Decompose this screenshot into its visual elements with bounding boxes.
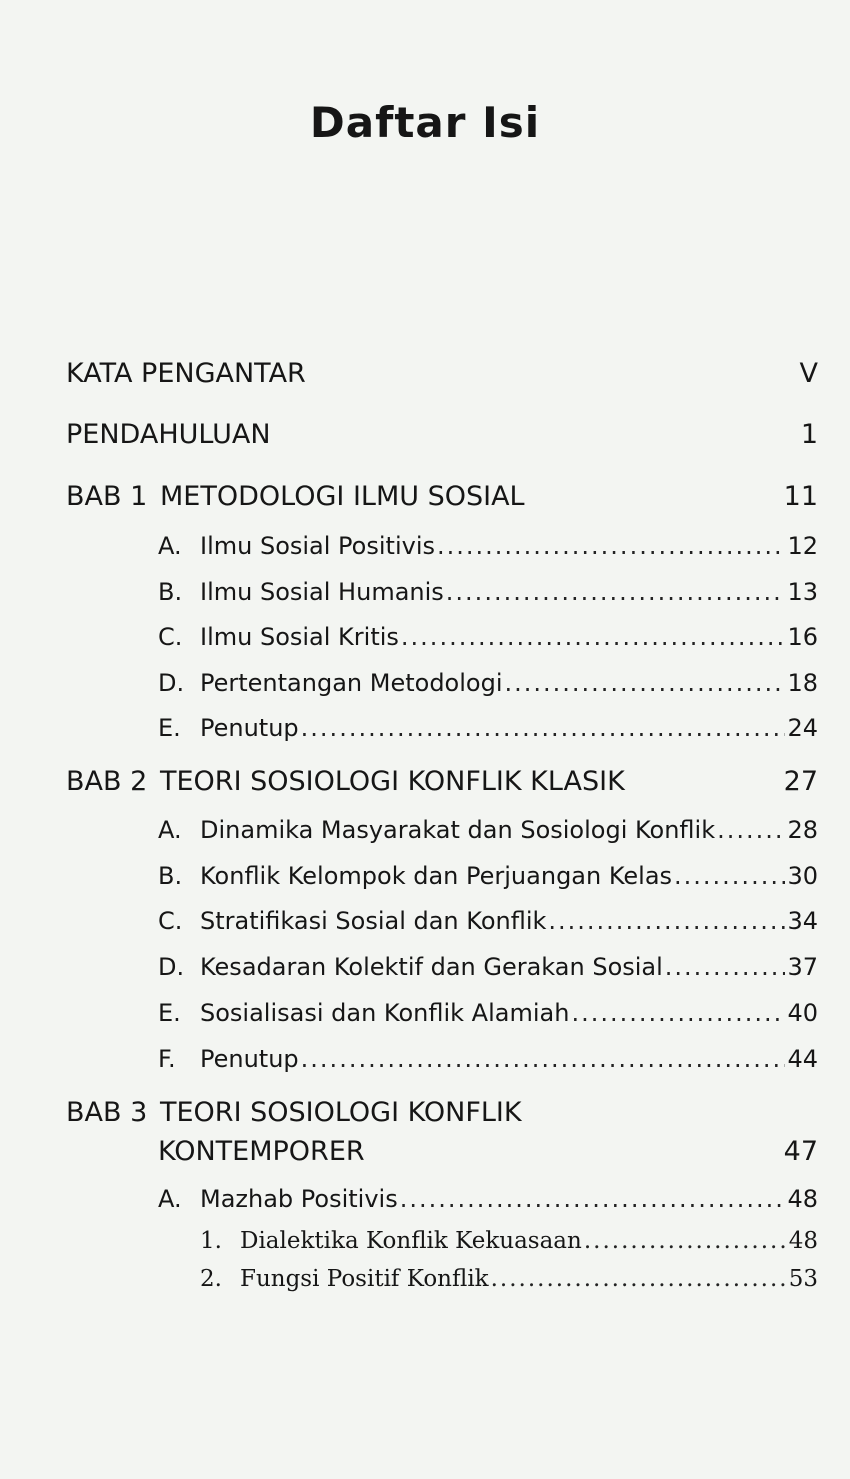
section-page: 28 xyxy=(787,816,818,844)
section-page: 37 xyxy=(787,953,818,981)
toc-section[interactable] xyxy=(158,1185,818,1213)
section-page: 48 xyxy=(787,1185,818,1213)
subsection-number: 2. xyxy=(200,1266,222,1292)
section-page: 16 xyxy=(787,623,818,651)
section-letter: B. xyxy=(158,862,183,890)
entry-label: PENDAHULUAN xyxy=(66,419,271,450)
entry-page: V xyxy=(799,358,818,389)
dot-leader xyxy=(665,953,786,981)
entry-label: KATA PENGANTAR xyxy=(66,358,306,389)
section-letter: A. xyxy=(158,1185,182,1213)
section-page: 12 xyxy=(787,532,818,560)
section-label: Kesadaran Kolektif dan Gerakan Sosial xyxy=(200,953,663,981)
chapter-title-line-2: KONTEMPORER xyxy=(158,1136,365,1167)
toc-section[interactable] xyxy=(158,532,818,560)
section-page: 34 xyxy=(787,907,818,935)
toc-subsection[interactable] xyxy=(200,1266,818,1292)
toc-section[interactable] xyxy=(158,578,818,606)
dot-leader xyxy=(571,999,785,1027)
section-page: 30 xyxy=(787,862,818,890)
section-label: Sosialisasi dan Konflik Alamiah xyxy=(200,999,570,1027)
dot-leader xyxy=(584,1228,787,1254)
toc-chapter-bab-1[interactable] xyxy=(66,481,818,512)
section-letter: F. xyxy=(158,1045,176,1073)
section-label: Ilmu Sosial Kritis xyxy=(200,623,399,651)
toc-chapter-bab-3[interactable] xyxy=(66,1097,818,1128)
section-label: Dinamika Masyarakat dan Sosiologi Konflik xyxy=(200,816,716,844)
chapter-page: 27 xyxy=(783,766,818,797)
subsection-page: 53 xyxy=(788,1266,818,1292)
subsection-label: Fungsi Positif Konflik xyxy=(240,1266,489,1292)
section-letter: E. xyxy=(158,999,181,1027)
section-page: 44 xyxy=(787,1045,818,1073)
chapter-title: METODOLOGI ILMU SOSIAL xyxy=(160,481,525,512)
toc-section[interactable] xyxy=(158,907,818,935)
section-page: 24 xyxy=(787,714,818,742)
entry-page: 1 xyxy=(800,419,818,450)
subsection-label: Dialektika Konflik Kekuasaan xyxy=(240,1228,582,1254)
toc-chapter-bab-3-continued[interactable] xyxy=(158,1136,818,1167)
dot-leader xyxy=(504,669,785,697)
toc-chapter-bab-2[interactable] xyxy=(66,766,818,797)
toc-section[interactable] xyxy=(158,669,818,697)
section-page: 18 xyxy=(787,669,818,697)
dot-leader xyxy=(400,1185,786,1213)
dot-leader xyxy=(437,532,785,560)
section-letter: D. xyxy=(158,669,185,697)
dot-leader xyxy=(491,1266,787,1292)
section-page: 40 xyxy=(787,999,818,1027)
dot-leader xyxy=(548,907,785,935)
toc-section[interactable] xyxy=(158,1045,818,1073)
toc-entry-pendahuluan[interactable] xyxy=(66,419,818,450)
subsection-number: 1. xyxy=(200,1228,222,1254)
toc-section[interactable] xyxy=(158,816,818,844)
page-title: Daftar Isi xyxy=(309,98,541,147)
dot-leader xyxy=(717,816,785,844)
dot-leader xyxy=(674,862,785,890)
subsection-page: 48 xyxy=(788,1228,818,1254)
chapter-number: BAB 1 xyxy=(66,481,148,512)
toc-section[interactable] xyxy=(158,623,818,651)
section-letter: B. xyxy=(158,578,183,606)
toc-section[interactable] xyxy=(158,999,818,1027)
toc-section[interactable] xyxy=(158,953,818,981)
chapter-number: BAB 2 xyxy=(66,766,148,797)
toc-section[interactable] xyxy=(158,862,818,890)
toc-entry-kata-pengantar[interactable] xyxy=(66,358,818,389)
section-label: Stratifikasi Sosial dan Konflik xyxy=(200,907,547,935)
chapter-number: BAB 3 xyxy=(66,1097,148,1128)
section-label: Penutup xyxy=(200,714,299,742)
dot-leader xyxy=(446,578,786,606)
section-page: 13 xyxy=(787,578,818,606)
chapter-page: 47 xyxy=(783,1136,818,1167)
section-letter: A. xyxy=(158,816,182,844)
toc-section[interactable] xyxy=(158,714,818,742)
chapter-title: TEORI SOSIOLOGI KONFLIK KLASIK xyxy=(160,766,625,797)
section-label: Konflik Kelompok dan Perjuangan Kelas xyxy=(200,862,673,890)
section-letter: A. xyxy=(158,532,182,560)
section-label: Mazhab Positivis xyxy=(200,1185,398,1213)
section-letter: C. xyxy=(158,907,183,935)
dot-leader xyxy=(301,1045,786,1073)
section-letter: E. xyxy=(158,714,181,742)
section-label: Ilmu Sosial Positivis xyxy=(200,532,435,560)
chapter-page: 11 xyxy=(783,481,818,512)
toc-subsection[interactable] xyxy=(200,1228,818,1254)
section-label: Ilmu Sosial Humanis xyxy=(200,578,444,606)
section-label: Penutup xyxy=(200,1045,299,1073)
dot-leader xyxy=(301,714,786,742)
section-letter: D. xyxy=(158,953,185,981)
dot-leader xyxy=(401,623,786,651)
section-letter: C. xyxy=(158,623,183,651)
section-label: Pertentangan Metodologi xyxy=(200,669,503,697)
chapter-title-line-1: TEORI SOSIOLOGI KONFLIK xyxy=(160,1097,522,1128)
